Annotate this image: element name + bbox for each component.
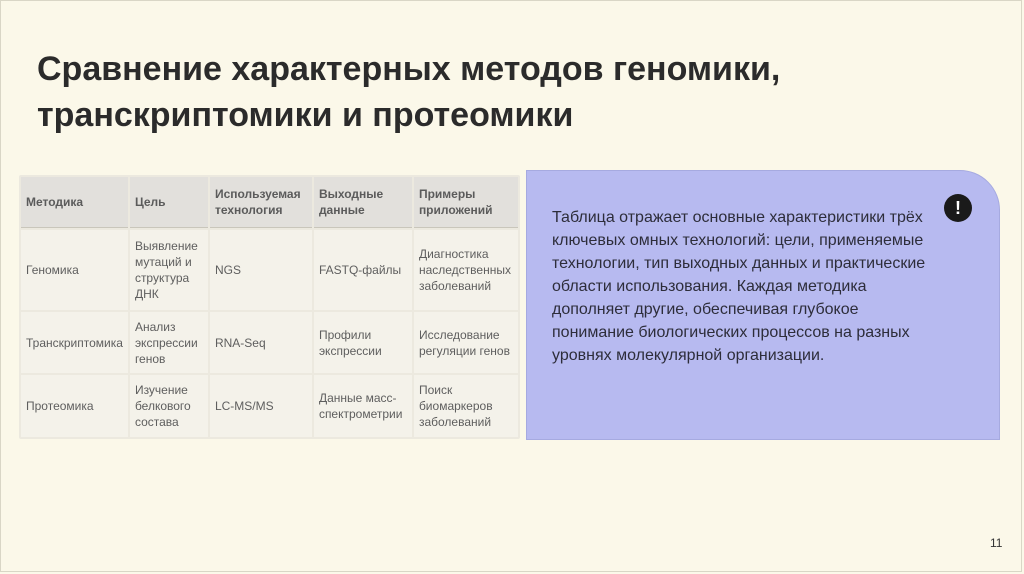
table-row <box>21 230 518 310</box>
slide-title: Сравнение характерных методов геномики, транскриптомики и протеомики <box>37 50 781 134</box>
page-number: 11 <box>990 536 1003 550</box>
cell-goal: Изучение белкового состава <box>130 375 208 437</box>
info-callout <box>526 170 1000 440</box>
header-method: Методика <box>21 177 128 228</box>
callout-text: Таблица отражает основные характеристики трёх ключевых омных технологий: цели, применяемые технологии, тип выходных данных и практические области использования. Каждая методика дополняет другие, обеспечивая глубокое понимание биологических процессов на разных уровнях молекулярной организации. <box>552 209 926 364</box>
cell-goal: Анализ экспрессии генов <box>130 312 208 374</box>
cell-applications: Поиск биомаркеров заболеваний <box>414 375 518 437</box>
header-output: Выходные данные <box>314 177 412 228</box>
cell-output: Профили экспрессии <box>314 312 412 374</box>
cell-goal: Выявление мутаций и структура ДНК <box>130 230 208 310</box>
cell-applications: Диагностика наследственных заболеваний <box>414 230 518 310</box>
cell-method: Транскриптомика <box>21 312 128 374</box>
table-row <box>21 375 518 437</box>
table-row <box>21 312 518 374</box>
exclamation-icon: ! <box>944 194 972 222</box>
header-goal: Цель <box>130 177 208 228</box>
header-applications: Примеры приложений <box>414 177 518 228</box>
comparison-table-image <box>19 175 520 439</box>
cell-technology: NGS <box>210 230 312 310</box>
cell-method: Геномика <box>21 230 128 310</box>
table-header-row <box>21 177 518 228</box>
cell-output: Данные масс-спектрометрии <box>314 375 412 437</box>
cell-output: FASTQ-файлы <box>314 230 412 310</box>
cell-technology: RNA-Seq <box>210 312 312 374</box>
cell-applications: Исследование регуляции генов <box>414 312 518 374</box>
cell-method: Протеомика <box>21 375 128 437</box>
header-technology: Используемая технология <box>210 177 312 228</box>
cell-technology: LC-MS/MS <box>210 375 312 437</box>
comparison-table <box>19 175 520 439</box>
